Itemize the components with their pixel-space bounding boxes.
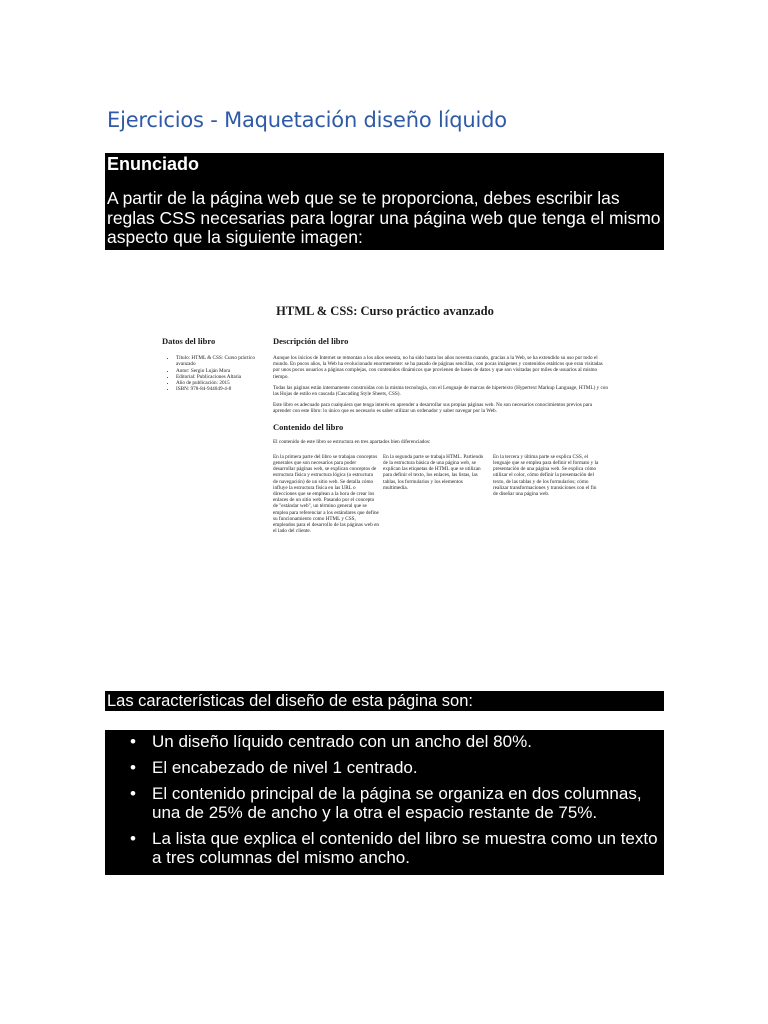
features-item-text: El encabezado de nivel 1 centrado. — [152, 758, 418, 777]
content-heading: Contenido del libro — [273, 421, 344, 432]
enunciado-box — [105, 153, 664, 250]
enunciado-text: A partir de la página web que se te proporciona, debes escribir las reglas CSS necesarias para lograr una página web que tenga el mismo aspecto que la siguiente imagen: — [107, 188, 661, 247]
enunciado-heading: Enunciado — [107, 154, 200, 174]
bullet-icon: • — [130, 758, 136, 777]
description-paragraph: Aunque los inicios de Internet se remontan a los años sesenta, no ha sido hasta los años noventa cuando, gracias a la Web, se ha extendido su uso por todo el mundo. En pocos años, la Web ha evolucionado enormemente: se ha pasado de páginas sencillas, con pocas imágenes y contenidos estáticos que eran visitadas por unos pocos usuarios a páginas complejas, con contenidos dinámicos que provienen de bases de datos y que son visitadas por miles de usuarios al mismo tiempo. — [273, 355, 603, 380]
features-list-item — [105, 732, 664, 751]
description-paragraph: Todas las páginas están internamente construidas con la misma tecnología, con el Lenguaje de marcas de hipertexto (Hypertext Markup Language, HTML) y con las Hojas de estilo en cascada (Cascading Style Sheets, CSS). — [273, 384, 608, 398]
bullet-icon: • — [130, 732, 136, 751]
content-column: En la segunda parte se trabaja HTML. Partiendo de la estructura básica de una página web, se explican las etiquetas de HTML que se utilizan para definir el texto, los enlaces, las listas, las tablas, los formularios y los elementos multimedia. — [383, 453, 484, 491]
sidebar-list-item: • Título: HTML & CSS: Curso práctico avanzado — [176, 355, 258, 368]
content-column: En la primera parte del libro se trabajan conceptos generales que son necesarios para poder desarrollar páginas web, se explican conceptos de estructura física y estructura lógica (o estructura de navegación) de un sitio web. Se detalla cómo influye la estructura física en las URL o direcciones que se emplean a la hora de crear los enlaces de un sitio web. Pasando por el concepto de "estándar web", un término general que se emplea para referenciar a los estándares que define su funcionamiento como HTML y CSS, empleados para el desarrollo de las páginas web en el lado del cliente. — [273, 453, 380, 535]
bullet-icon: • — [130, 784, 136, 803]
features-item-text: Un diseño líquido centrado con un ancho del 80%. — [152, 732, 532, 751]
content-column: En la tercera y última parte se explica CSS, el lenguaje que se emplea para definir el formato y la presentación de una página web. Se explica cómo utilizar el color, cómo definir la presentación del texto, de las tablas y de los formularios; cómo realizar transformaciones y transiciones con el fin de diseñar una página web. — [493, 453, 599, 498]
sidebar-list-item: • ISBN: 978-84-944049-4-8 — [176, 386, 258, 392]
sidebar-list-item: • Año de publicación: 2015 — [176, 380, 258, 386]
features-list-item — [105, 829, 664, 867]
sidebar-list-item: • Autor: Sergio Luján Mora — [176, 368, 258, 374]
screenshot-sidebar — [162, 336, 258, 393]
description-paragraph: Este libro es adecuado para cualquiera que tenga interés en aprender a desarrollar sus propias páginas web. No son necesarios conocimientos previos para aprender con este libro: lo único que es necesario es saber utilizar un ordenador y saber navegar por la Web. — [273, 402, 593, 415]
features-heading-box — [105, 691, 664, 711]
features-list — [105, 732, 664, 874]
screenshot-title: HTML & CSS: Curso práctico avanzado — [276, 304, 494, 318]
screenshot-main — [273, 336, 609, 534]
page-title: Ejercicios - Maquetación diseño líquido — [107, 108, 507, 132]
example-screenshot — [107, 288, 663, 600]
features-item-text: El contenido principal de la página se organiza en dos columnas, una de 25% de ancho y la otra el espacio restante de 75%. — [152, 784, 642, 822]
sidebar-list — [162, 355, 258, 393]
bullet-icon: • — [130, 829, 136, 848]
description-heading: Descripción del libro — [273, 336, 349, 346]
features-heading: Las características del diseño de esta página son: — [107, 692, 473, 710]
sidebar-list-item: • Editorial: Publicaciones Altaria — [176, 374, 258, 380]
features-item-text: La lista que explica el contenido del libro se muestra como un texto a tres columnas del mismo ancho. — [152, 829, 658, 867]
content-columns — [273, 454, 609, 535]
sidebar-heading: Datos del libro — [162, 336, 216, 346]
content-intro: El contenido de este libro se estructura en tres apartados bien diferenciados: — [273, 438, 431, 445]
features-list-item — [105, 784, 664, 822]
features-list-box — [105, 730, 664, 875]
features-list-item — [105, 758, 664, 777]
